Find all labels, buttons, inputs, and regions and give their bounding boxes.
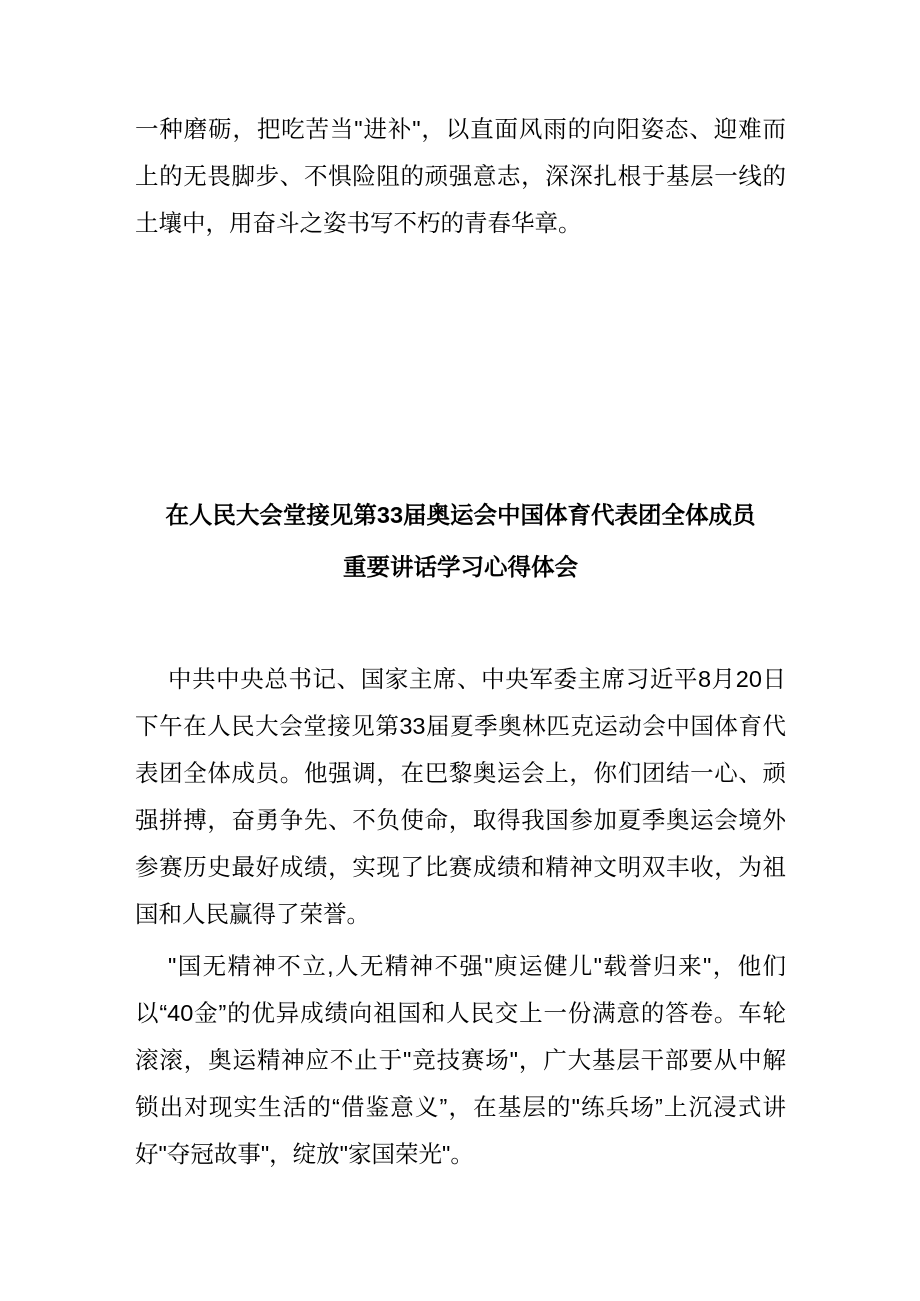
title-line-1: 在人民大会堂接见第33届奥运会中国体育代表团全体成员	[165, 502, 756, 528]
paragraph-body-2: "国无精神不立,人无精神不强"庾运健儿"载誉归来"，他们以“40金”的优异成绩向祖国和人民交上一份满意的答卷。车轮滚滚，奥运精神应不止于"竞技赛场"，广大基层干部要从中解锁出对现实生活的“借鉴意义”，在基层的"练兵场”上沉浸式讲好"夺冠故事"，绽放"家国荣光"。	[135, 953, 786, 1167]
paragraph-body-1: 中共中央总书记、国家主席、中央军委主席习近平8月20日下午在人民大会堂接见第33届夏季奥林匹克运动会中国体育代表团全体成员。他强调，在巴黎奥运会上，你们团结一心、顽强拼搏，奋勇争先、不负使命，取得我国参加夏季奥运会境外参赛历史最好成绩，实现了比赛成绩和精神文明双丰收，为祖国和人民赢得了荣誉。	[135, 666, 786, 927]
paragraph-intro: 一种磨砺，把吃苦当"进补"，以直面风雨的向阳姿态、迎难而上的无畏脚步、不惧险阻的顽强意志，深深扎根于基层一线的土壤中，用奋斗之姿书写不朽的青春华章。	[135, 116, 786, 236]
document-title	[135, 489, 786, 593]
title-line-2: 重要讲话学习心得体会	[343, 554, 578, 580]
